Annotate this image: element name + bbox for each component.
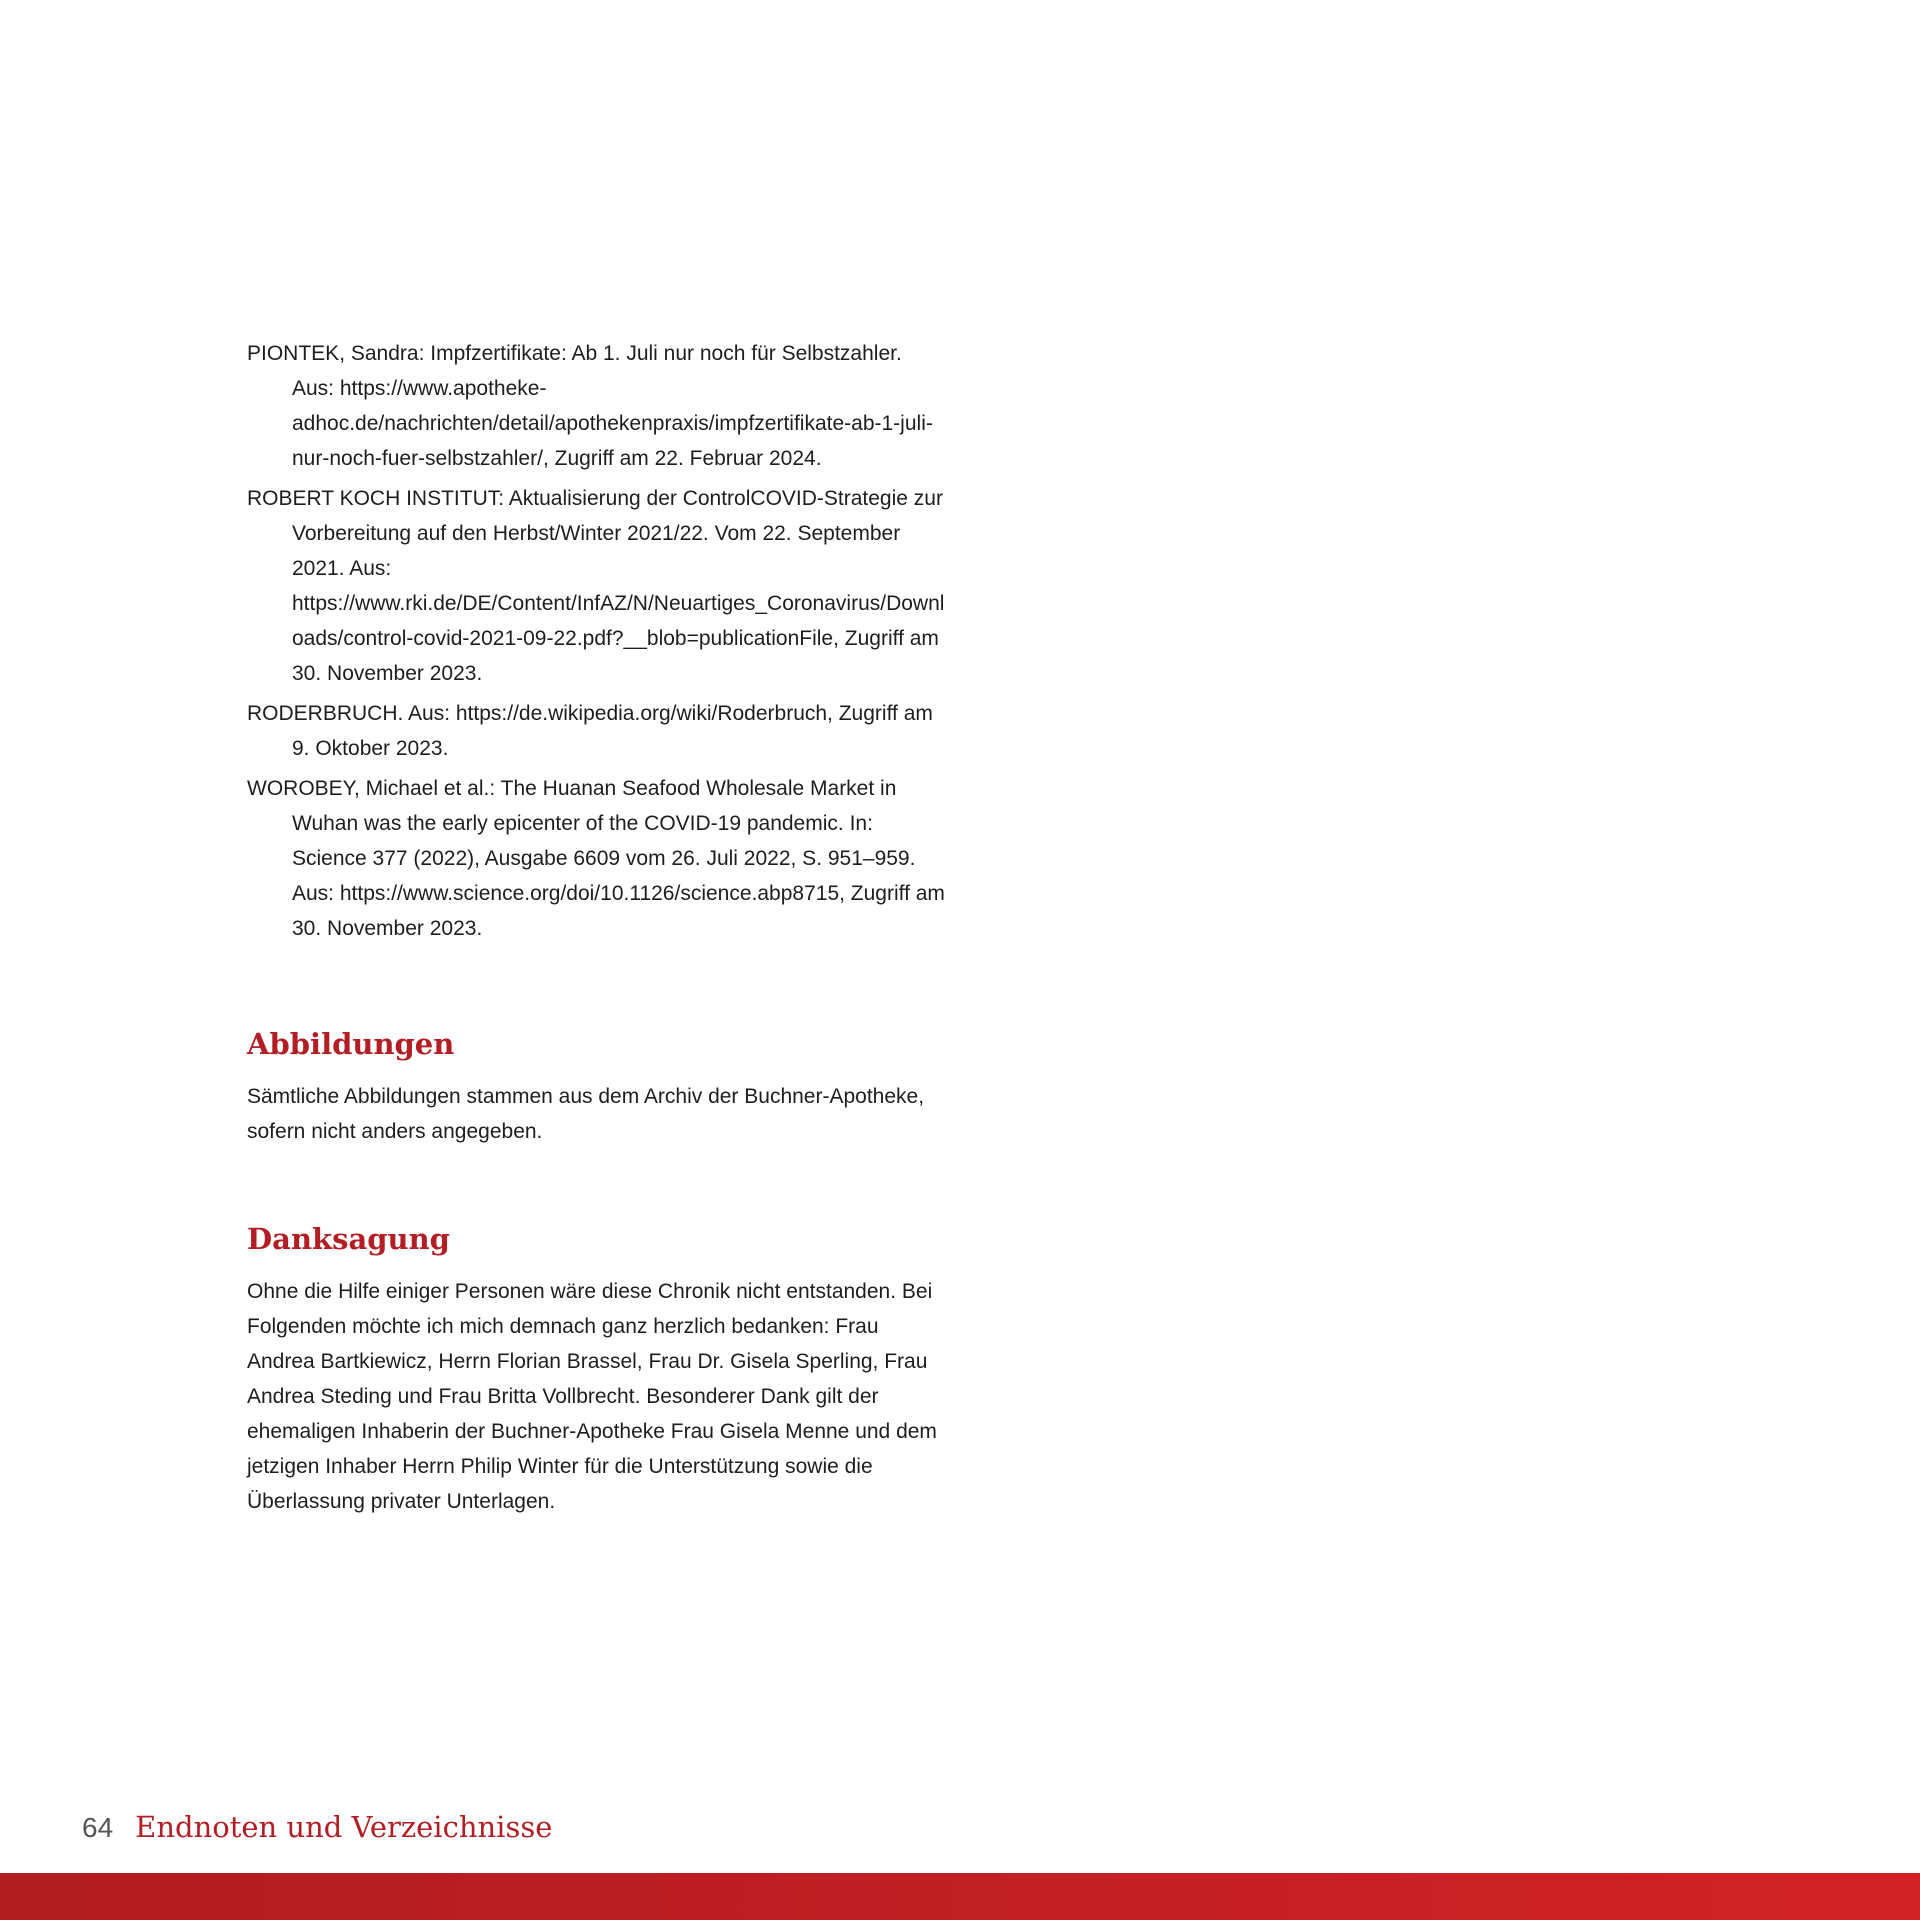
danksagung-text: Ohne die Hilfe einiger Personen wäre diese Chronik nicht entstanden. Bei Folgenden möchte ich mich demnach ganz herzlich bedanken: Frau Andrea Bartkiewicz, Herrn Florian Brassel, Frau Dr. Gisela Sperling, Frau Andrea Steding und Frau Britta Vollbrecht. Besonderer Dank gilt der ehemaligen Inhaberin der Buchner-Apotheke Frau Gisela Menne und dem jetzigen Inhaber Herrn Philip Winter für die Unterstützung sowie die Überlassung privater Unterlagen. (247, 1280, 937, 1513)
reference-author: PIONTEK (247, 342, 340, 365)
reference-item (247, 771, 947, 946)
reference-text: , Sandra: Impfzertifikate: Ab 1. Juli nur noch für Selbstzahler. Aus: https://www.apotheke-adhoc.de/nachrichten/detail/apothekenpraxis/impfzertifikate-ab-1-juli-nur-noch-fuer-selbstzahler/, Zugriff am 22. Februar 2024. (292, 342, 933, 470)
page-content (247, 336, 947, 1519)
reference-text: . Aus: https://de.wikipedia.org/wiki/Roderbruch, Zugriff am 9. Oktober 2023. (292, 702, 933, 760)
reference-list (247, 336, 947, 946)
reference-text: , Michael et al.: The Huanan Seafood Wholesale Market in Wuhan was the early epicenter of the COVID-19 pandemic. In: Science 377 (2022), Ausgabe 6609 vom 26. Juli 2022, S. 951–959. Aus: https://www.science.org/doi/10.1126/science.abp8715, Zugriff am 30. November 2023. (292, 777, 945, 940)
abbildungen-heading: Abbildungen (247, 1027, 455, 1061)
reference-item (247, 481, 947, 691)
bottom-accent-bar (0, 1873, 1920, 1920)
abbildungen-text: Sämtliche Abbildungen stammen aus dem Archiv der Buchner-Apotheke, sofern nicht anders angegeben. (247, 1085, 925, 1143)
reference-item (247, 336, 947, 476)
page-footer (82, 1810, 552, 1844)
reference-item (247, 696, 947, 766)
danksagung-heading: Danksagung (247, 1222, 450, 1256)
page-number: 64 (82, 1812, 114, 1843)
reference-author: ROBERT KOCH INSTITUT (247, 487, 499, 510)
reference-author: WOROBEY (247, 777, 354, 800)
reference-text: : Aktualisierung der ControlCOVID-Strategie zur Vorbereitung auf den Herbst/Winter 2021/22. Vom 22. September 2021. Aus: https://www.rki.de/DE/Content/InfAZ/N/Neuartiges_Coronavirus/Downloads/control-covid-2021-09-22.pdf?__blob=publicationFile, Zugriff am 30. November 2023. (292, 487, 945, 685)
reference-author: RODERBRUCH (247, 702, 398, 725)
footer-section-title: Endnoten und Verzeichnisse (135, 1810, 553, 1844)
